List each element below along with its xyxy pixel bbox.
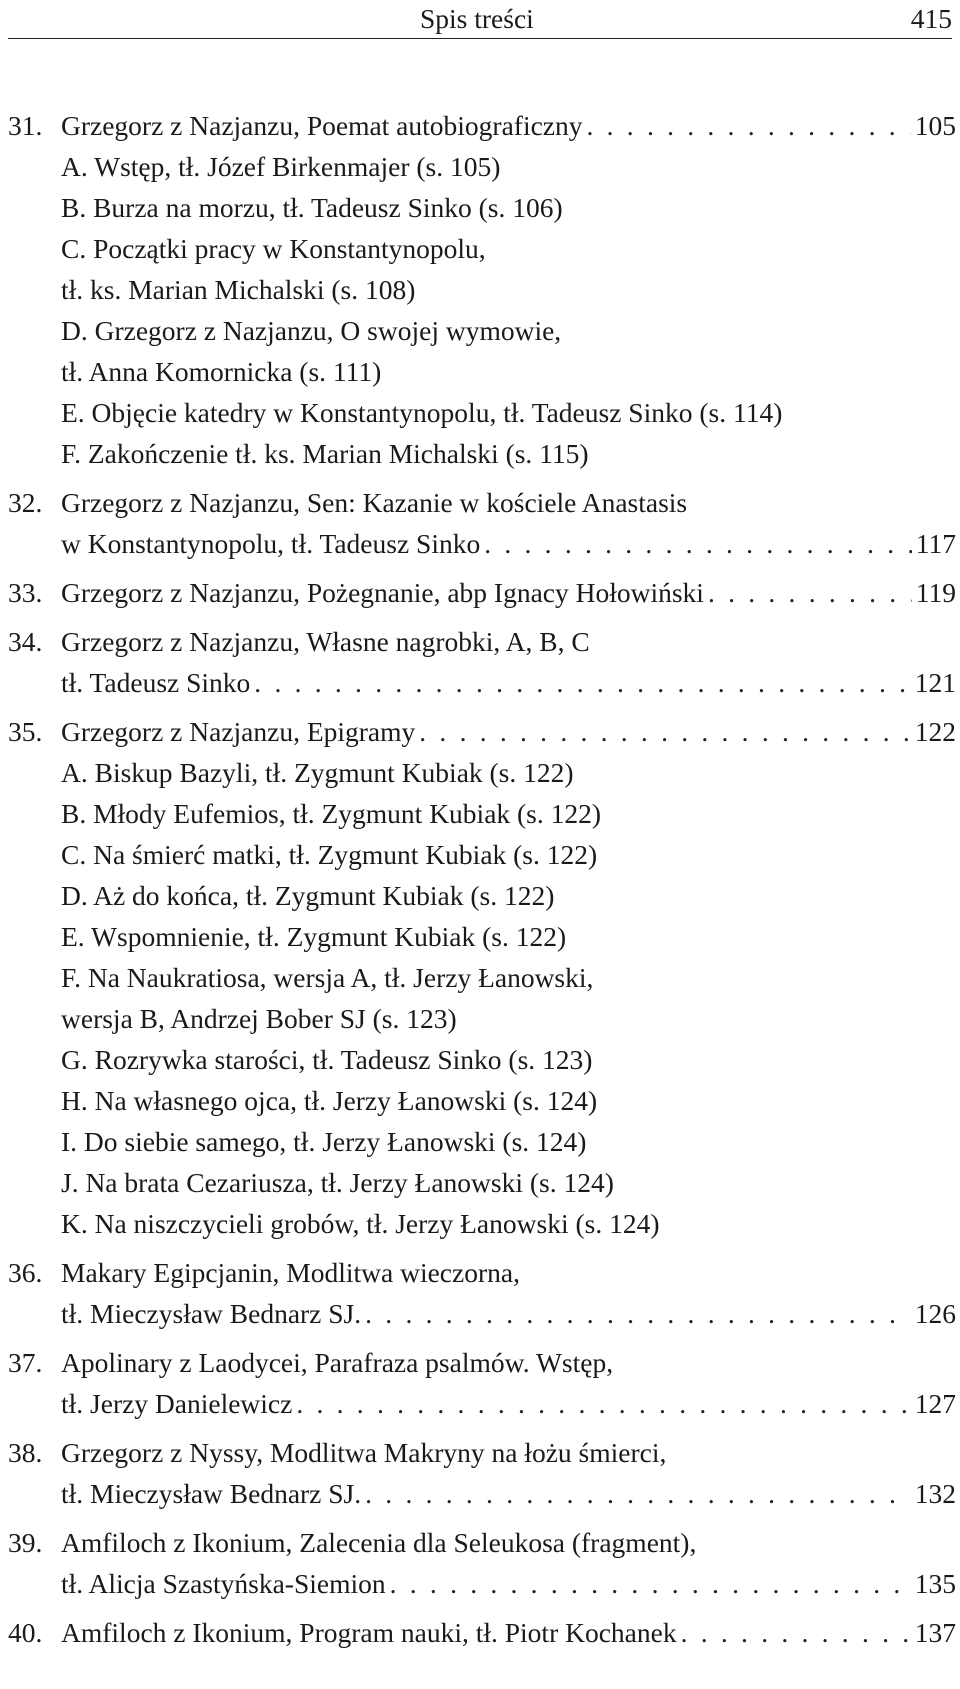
toc-entry-line [61, 621, 956, 662]
toc-entry-title: tł. Mieczysław Bednarz SJ. [61, 1298, 362, 1329]
toc-subentry-text: wersja B, Andrzej Bober SJ (s. 123) [61, 1003, 457, 1034]
toc-subentry-text: D. Grzegorz z Nazjanzu, O swojej wymowie, [61, 315, 562, 346]
toc-entry-title: Grzegorz z Nazjanzu, Epigramy [61, 716, 416, 747]
toc-entry-number: 39. [8, 1527, 43, 1558]
toc-subentry [61, 146, 956, 187]
toc-subentry-text: G. Rozrywka starości, tł. Tadeusz Sinko (s. 123) [61, 1044, 593, 1075]
toc-entry-line [61, 1293, 956, 1334]
toc-entry-number: 36. [8, 1257, 43, 1288]
toc-entry [8, 621, 956, 703]
toc-subentry-text: E. Wspomnienie, tł. Zygmunt Kubiak (s. 122) [61, 921, 567, 952]
toc-subentry [61, 1203, 956, 1244]
toc-entry-line [61, 711, 956, 752]
dot-leader [419, 711, 910, 752]
toc-subentry [61, 228, 956, 269]
header-title: Spis treści [420, 3, 534, 34]
toc-subentry [61, 1121, 956, 1162]
toc-entry [8, 1432, 956, 1514]
toc-entry-title: Amfiloch z Ikonium, Zalecenia dla Seleukosa (fragment), [61, 1527, 697, 1558]
header-page-number: 415 [910, 3, 952, 34]
toc-subentry [61, 875, 956, 916]
toc-entry-line [61, 662, 956, 703]
dot-leader [708, 572, 912, 613]
toc-entry-title: Grzegorz z Nazjanzu, Własne nagrobki, A, B, C [61, 626, 590, 657]
toc-entry [8, 1342, 956, 1424]
toc-entry-title: tł. Tadeusz Sinko [61, 667, 251, 698]
dot-leader [681, 1612, 911, 1653]
toc-entry-page: 135 [914, 1568, 956, 1599]
toc-entry-title: tł. Mieczysław Bednarz SJ. [61, 1478, 362, 1509]
toc-subentry [61, 916, 956, 957]
toc-entry-line [61, 482, 956, 523]
toc-entry-page: 132 [914, 1478, 956, 1509]
dot-leader [587, 105, 911, 146]
toc-subentry [61, 269, 956, 310]
toc-entry-title: Grzegorz z Nyssy, Modlitwa Makryny na łożu śmierci, [61, 1437, 667, 1468]
toc-entry-title: Grzegorz z Nazjanzu, Sen: Kazanie w kościele Anastasis [61, 487, 688, 518]
toc-entry-line [61, 1612, 956, 1653]
toc-entry-title: tł. Alicja Szastyńska-Siemion [61, 1568, 386, 1599]
toc-subentry [61, 834, 956, 875]
toc-subentry-text: B. Młody Eufemios, tł. Zygmunt Kubiak (s. 122) [61, 798, 602, 829]
toc-entry-number: 32. [8, 487, 43, 518]
toc-subentry [61, 957, 956, 998]
toc-entry [8, 105, 956, 474]
toc-entry-page: 127 [914, 1388, 956, 1419]
toc-entry-title: Amfiloch z Ikonium, Program nauki, tł. Piotr Kochanek [61, 1617, 677, 1648]
toc-subentry-text: A. Biskup Bazyli, tł. Zygmunt Kubiak (s. 122) [61, 757, 574, 788]
toc-subentry [61, 1039, 956, 1080]
table-of-contents [8, 105, 956, 1661]
toc-entry [8, 711, 956, 1244]
toc-subentry-text: I. Do siebie samego, tł. Jerzy Łanowski (s. 124) [61, 1126, 587, 1157]
toc-entry-page: 137 [914, 1617, 956, 1648]
toc-entry-line [61, 523, 956, 564]
toc-entry-page: 117 [915, 528, 956, 559]
toc-entry [8, 1522, 956, 1604]
toc-entry [8, 1252, 956, 1334]
toc-entry-page: 105 [914, 110, 956, 141]
toc-subentry [61, 392, 956, 433]
toc-entry-number: 33. [8, 577, 43, 608]
toc-subentry-text: F. Zakończenie tł. ks. Marian Michalski (s. 115) [61, 438, 589, 469]
toc-entry [8, 482, 956, 564]
toc-entry [8, 1612, 956, 1653]
toc-subentry-text: B. Burza na morzu, tł. Tadeusz Sinko (s. 106) [61, 192, 563, 223]
toc-entry-line [61, 572, 956, 613]
toc-subentry-text: C. Początki pracy w Konstantynopolu, [61, 233, 486, 264]
toc-subentry-text: C. Na śmierć matki, tł. Zygmunt Kubiak (s. 122) [61, 839, 598, 870]
toc-subentry [61, 433, 956, 474]
toc-subentry-text: J. Na brata Cezariusza, tł. Jerzy Łanowski (s. 124) [61, 1167, 614, 1198]
toc-subentry-text: F. Na Naukratiosa, wersja A, tł. Jerzy Łanowski, [61, 962, 594, 993]
toc-entry-line [61, 1563, 956, 1604]
dot-leader [296, 1383, 910, 1424]
toc-entry-title: Makary Egipcjanin, Modlitwa wieczorna, [61, 1257, 520, 1288]
toc-entry-number: 38. [8, 1437, 43, 1468]
toc-entry-line [61, 1473, 956, 1514]
toc-subentry [61, 187, 956, 228]
toc-subentry-text: tł. ks. Marian Michalski (s. 108) [61, 274, 416, 305]
toc-entry-page: 122 [914, 716, 956, 747]
toc-entry-title: Grzegorz z Nazjanzu, Poemat autobiograficzny [61, 110, 583, 141]
toc-subentry [61, 752, 956, 793]
toc-subentry-text: A. Wstęp, tł. Józef Birkenmajer (s. 105) [61, 151, 501, 182]
toc-entry-number: 35. [8, 716, 43, 747]
toc-subentry-text: D. Aż do końca, tł. Zygmunt Kubiak (s. 122) [61, 880, 555, 911]
toc-entry-line [61, 1432, 956, 1473]
dot-leader [365, 1473, 911, 1514]
toc-entry-page: 126 [914, 1298, 956, 1329]
toc-entry-line [61, 1522, 956, 1563]
toc-entry-page: 119 [915, 577, 956, 608]
toc-subentry-text: K. Na niszczycieli grobów, tł. Jerzy Łanowski (s. 124) [61, 1208, 660, 1239]
dot-leader [484, 523, 912, 564]
running-header [8, 0, 952, 39]
toc-subentry [61, 793, 956, 834]
toc-entry-number: 40. [8, 1617, 43, 1648]
toc-entry-line [61, 1342, 956, 1383]
toc-entry-title: w Konstantynopolu, tł. Tadeusz Sinko [61, 528, 481, 559]
toc-subentry [61, 998, 956, 1039]
dot-leader [365, 1293, 911, 1334]
toc-subentry [61, 1162, 956, 1203]
toc-entry-line [61, 1383, 956, 1424]
toc-subentry [61, 1080, 956, 1121]
toc-subentry [61, 310, 956, 351]
toc-entry-page: 121 [914, 667, 956, 698]
toc-entry-number: 37. [8, 1347, 43, 1378]
dot-leader [254, 662, 910, 703]
dot-leader [390, 1563, 911, 1604]
toc-entry-number: 34. [8, 626, 43, 657]
toc-subentry [61, 351, 956, 392]
toc-entry-title: tł. Jerzy Danielewicz [61, 1388, 293, 1419]
toc-entry-title: Grzegorz z Nazjanzu, Pożegnanie, abp Ignacy Hołowiński [61, 577, 704, 608]
toc-entry-title: Apolinary z Laodycei, Parafraza psalmów. Wstęp, [61, 1347, 614, 1378]
toc-entry-line [61, 1252, 956, 1293]
toc-entry-number: 31. [8, 110, 43, 141]
toc-entry [8, 572, 956, 613]
toc-subentry-text: E. Objęcie katedry w Konstantynopolu, tł. Tadeusz Sinko (s. 114) [61, 397, 783, 428]
toc-subentry-text: H. Na własnego ojca, tł. Jerzy Łanowski (s. 124) [61, 1085, 598, 1116]
toc-entry-line [61, 105, 956, 146]
toc-subentry-text: tł. Anna Komornicka (s. 111) [61, 356, 382, 387]
